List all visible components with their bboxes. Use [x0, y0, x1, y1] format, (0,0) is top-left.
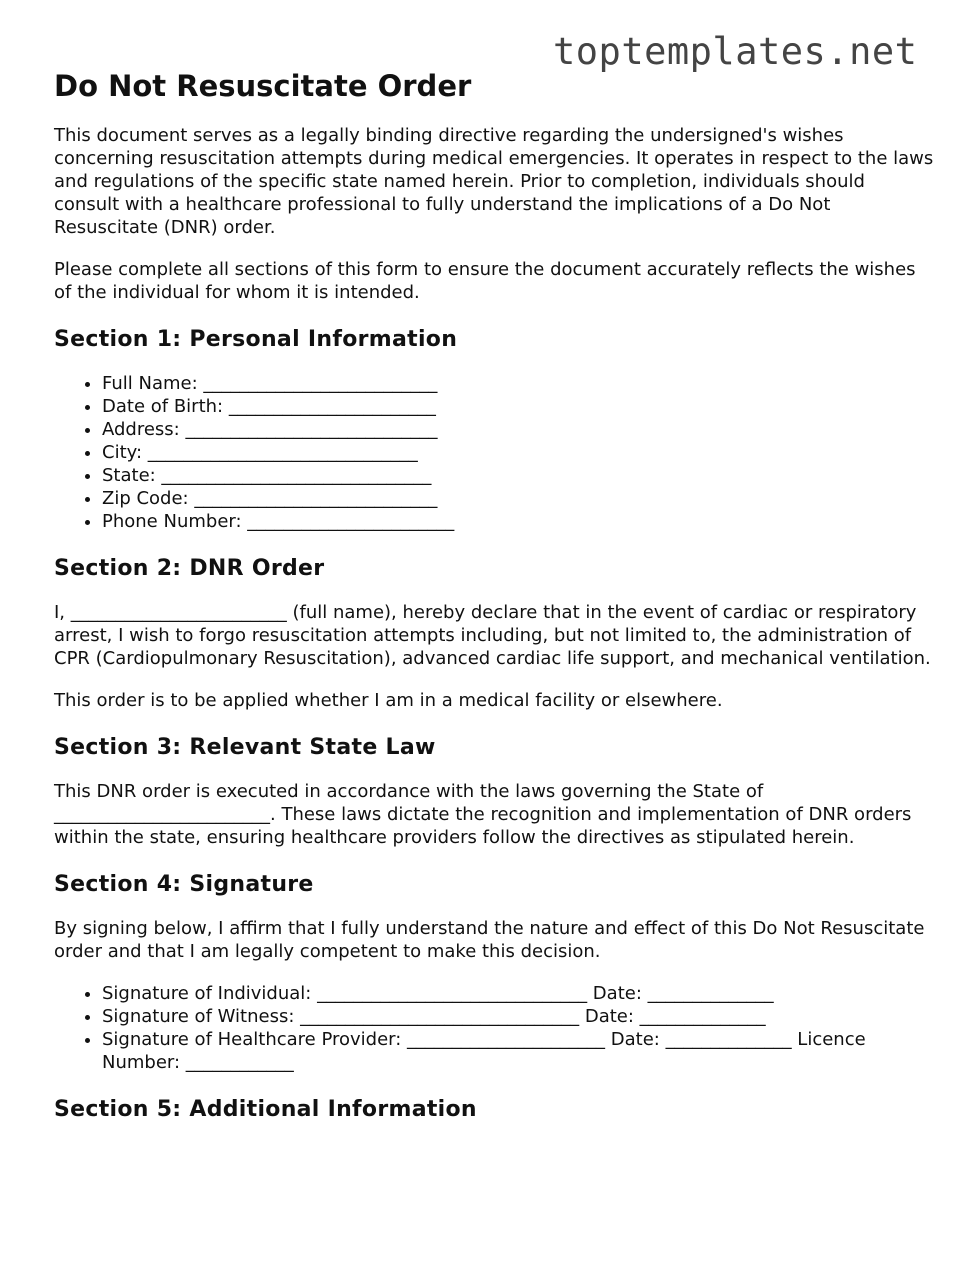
signature-healthcare-provider[interactable]: • Signature of Healthcare Provider: ______________________ Date: ______________ Licence Number: ____________ — [102, 1028, 934, 1074]
field-zip-code[interactable]: • Zip Code: ___________________________ — [102, 487, 934, 510]
section-heading: Section 3: Relevant State Law — [54, 735, 436, 760]
section-heading: Section 2: DNR Order — [54, 556, 325, 581]
dnr-declaration: I, ________________________ (full name), hereby declare that in the event of cardiac or respiratory arrest, I wish to forgo resuscitation attempts including, but not limited to, the administration of CPR (Cardiopulmonary Resuscitation), advanced cardiac life support, and mechanical ventilation. — [54, 602, 931, 669]
state-law-paragraph: This DNR order is executed in accordance with the laws governing the State of ________________________. These laws dictate the recognition and implementation of DNR orders within the state, ensuring healthcare providers follow the directives as stipulated herein. — [54, 781, 912, 848]
field-full-name[interactable]: • Full Name: __________________________ — [102, 372, 934, 395]
dnr-scope: This order is to be applied whether I am in a medical facility or elsewhere. — [54, 690, 723, 711]
signature-individual[interactable]: • Signature of Individual: ______________________________ Date: ______________ — [102, 982, 934, 1005]
field-city[interactable]: • City: ______________________________ — [102, 441, 934, 464]
intro-paragraph: Please complete all sections of this form to ensure the document accurately reflects the wishes of the individual for whom it is intended. — [54, 259, 916, 303]
page-title: Do Not Resuscitate Order — [54, 69, 472, 103]
field-phone-number[interactable]: • Phone Number: _______________________ — [102, 510, 934, 533]
watermark: toptemplates.net — [553, 30, 918, 73]
section-heading: Section 5: Additional Information — [54, 1097, 477, 1122]
signature-witness[interactable]: • Signature of Witness: _______________________________ Date: ______________ — [102, 1005, 934, 1028]
signature-list — [54, 982, 934, 1074]
field-date-of-birth[interactable]: • Date of Birth: _______________________ — [102, 395, 934, 418]
field-address[interactable]: • Address: ____________________________ — [102, 418, 934, 441]
signature-affirmation: By signing below, I affirm that I fully understand the nature and effect of this Do Not Resuscitate order and that I am legally competent to make this decision. — [54, 918, 925, 962]
personal-info-list — [54, 372, 934, 533]
document — [54, 64, 934, 1142]
field-state[interactable]: • State: ______________________________ — [102, 464, 934, 487]
section-heading: Section 4: Signature — [54, 872, 314, 897]
section-heading: Section 1: Personal Information — [54, 327, 458, 352]
intro-paragraph: This document serves as a legally binding directive regarding the undersigned's wishes concerning resuscitation attempts during medical emergencies. It operates in respect to the laws and regulations of the specific state named herein. Prior to completion, individuals should consult with a healthcare professional to fully understand the implications of a Do Not Resuscitate (DNR) order. — [54, 125, 934, 238]
